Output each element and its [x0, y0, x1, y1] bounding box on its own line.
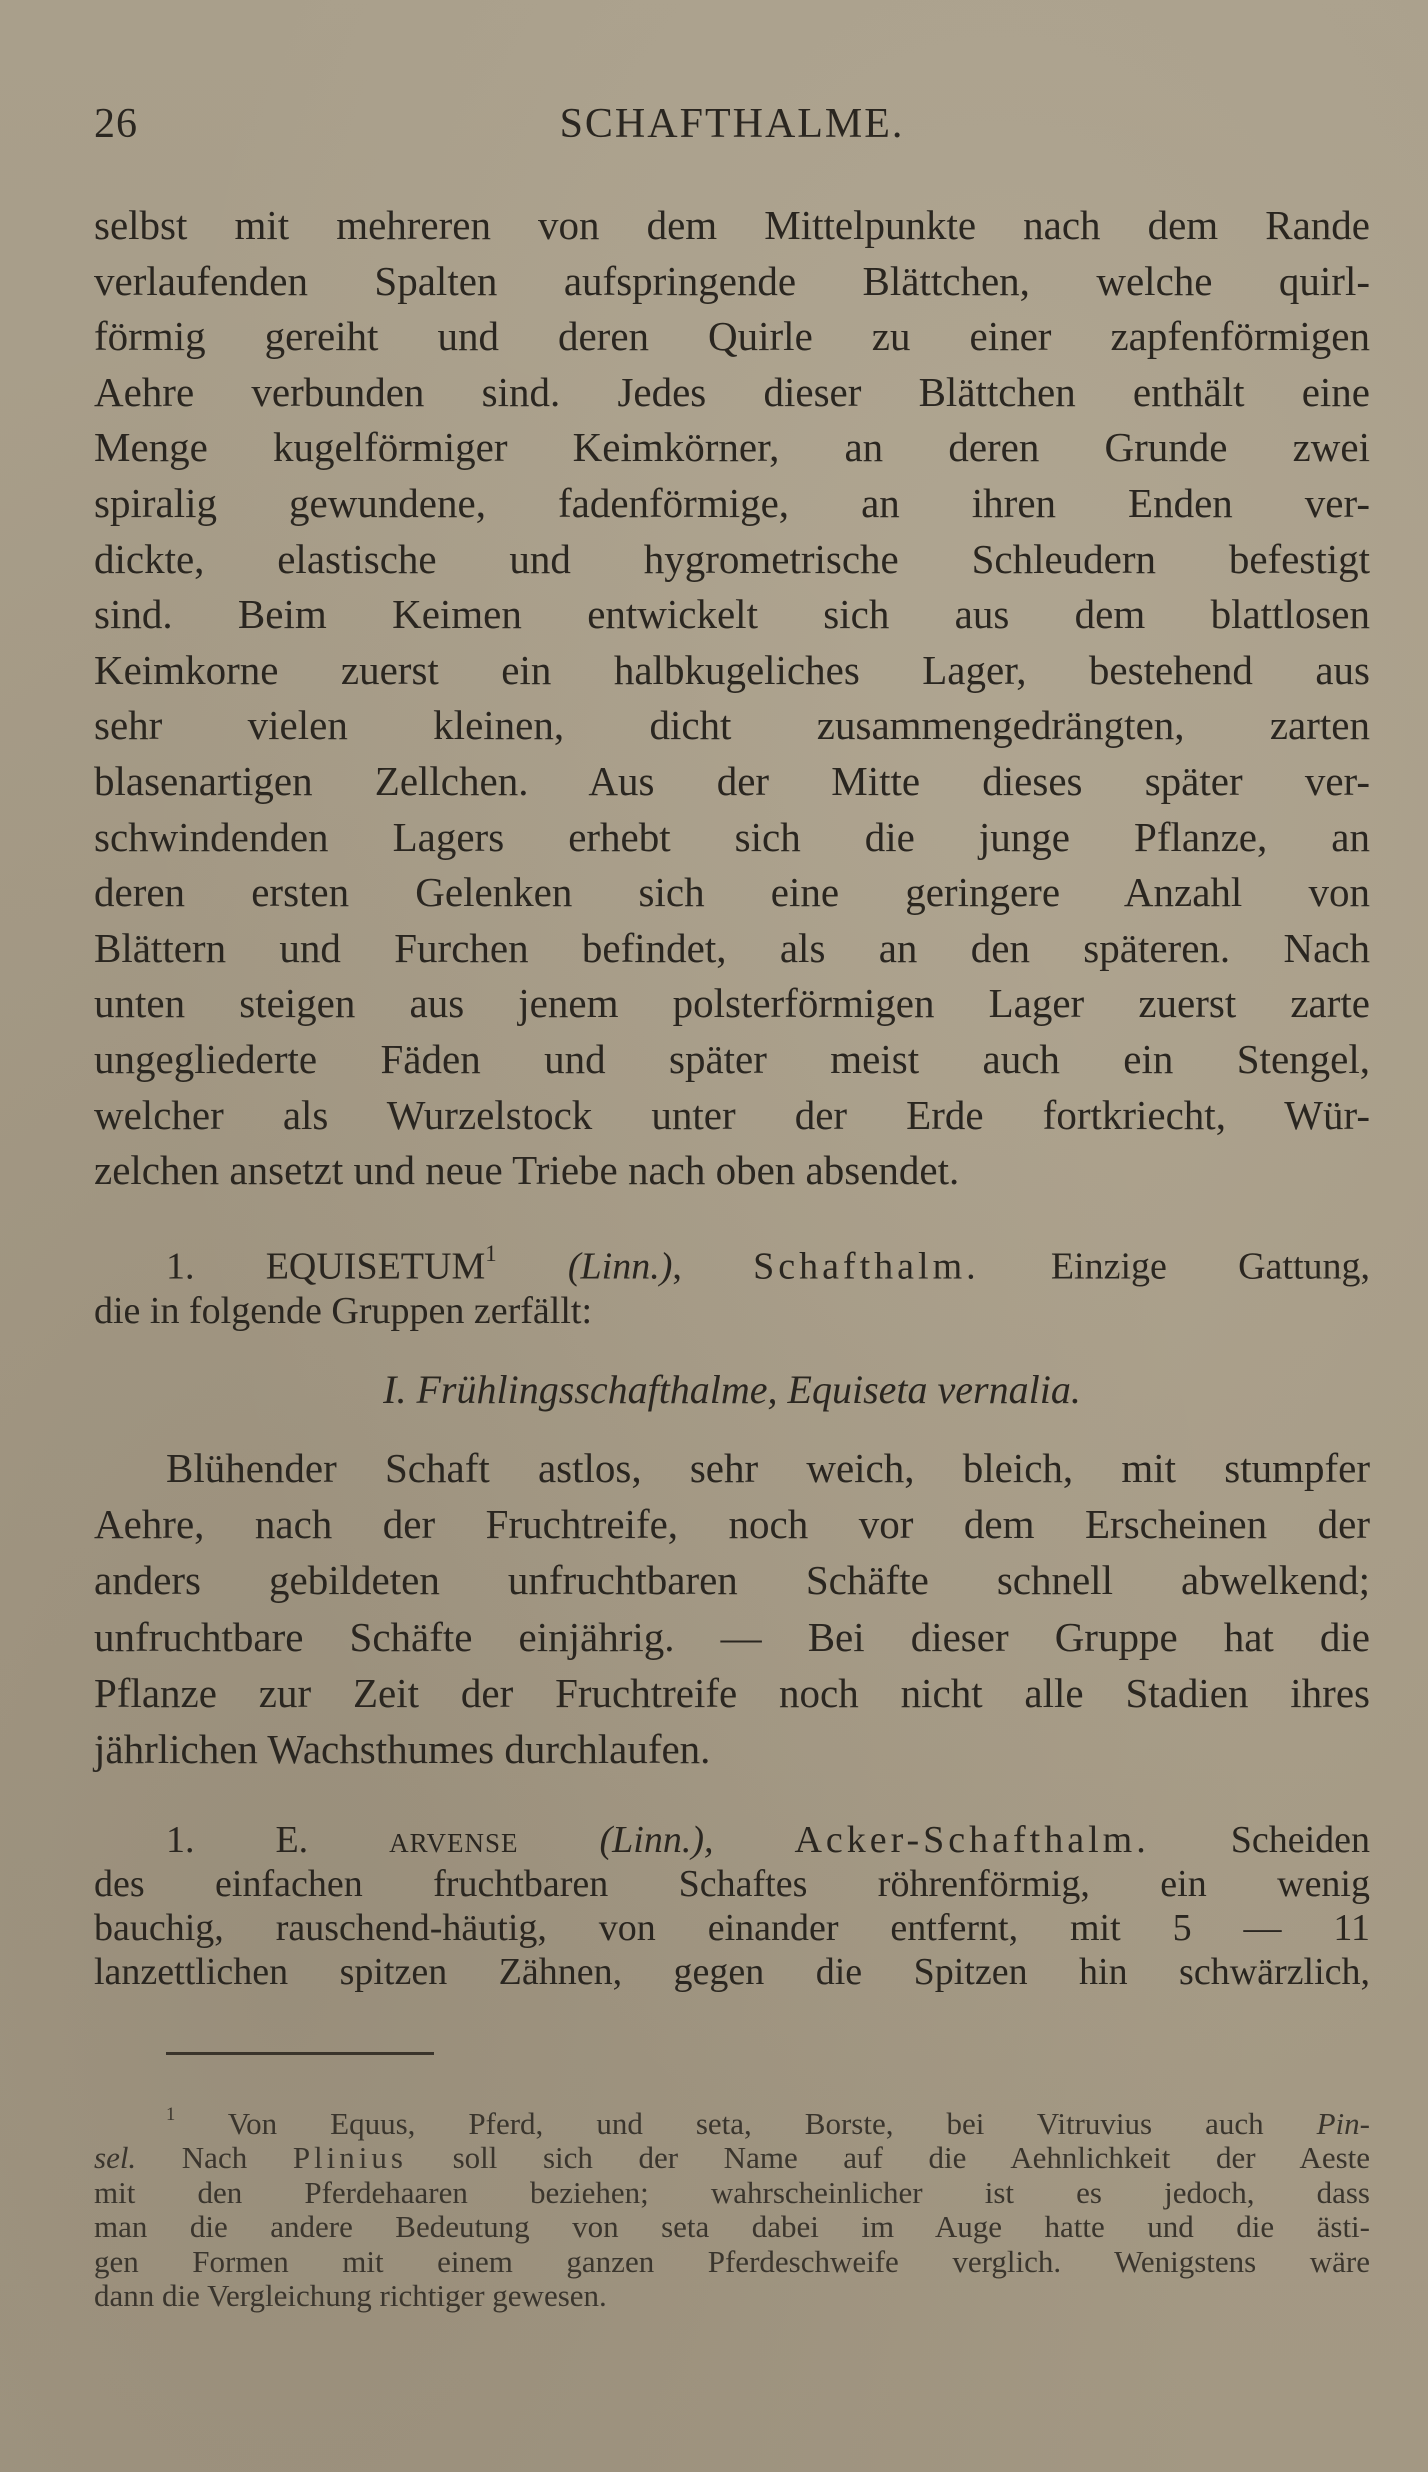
- species-name: arvense: [389, 1819, 519, 1861]
- text-line: Aehre, nach der Fruchtreife, noch vor dem Erscheinen der: [94, 1501, 1370, 1548]
- species-description-start: Scheiden: [1230, 1819, 1370, 1861]
- footnote-line: dann die Vergleichung richtiger gewesen.: [94, 2278, 607, 2314]
- text-line: ungegliederte Fäden und später meist auch ein Stengel,: [94, 1035, 1370, 1082]
- footnote-italic: Pin-: [1316, 2105, 1370, 2141]
- page-header: [94, 100, 1370, 160]
- genus-authority: (Linn.): [567, 1245, 673, 1288]
- text-line: bauchig, rauschend-häutig, von einander entfernt, mit 5 — 11: [94, 1907, 1370, 1949]
- text-line: des einfachen fruchtbaren Schaftes röhrenförmig, ein wenig: [94, 1863, 1370, 1905]
- text-line: Menge kugelförmiger Keimkörner, an deren Grunde zwei: [94, 424, 1370, 471]
- text-line: Pflanze zur Zeit der Fruchtreife noch nicht alle Stadien ihres: [94, 1669, 1370, 1716]
- text-line: zelchen ansetzt und neue Triebe nach oben absendet.: [94, 1147, 960, 1194]
- footnote-line: mit den Pferdehaaren beziehen; wahrscheinlicher ist es jedoch, dass: [94, 2174, 1370, 2210]
- genus-number: 1.: [166, 1245, 195, 1288]
- text-line: lanzettlichen spitzen Zähnen, gegen die Spitzen hin schwärzlich,: [94, 1951, 1370, 1993]
- text-line: spiralig gewundene, fadenförmige, an ihren Enden ver-: [94, 479, 1370, 526]
- text-line: Blättern und Furchen befindet, als an den späteren. Nach: [94, 924, 1370, 971]
- text-line: selbst mit mehreren von dem Mittelpunkte nach dem Rande: [94, 202, 1370, 248]
- genus-common-name: Schafthalm.: [753, 1245, 980, 1288]
- footnote-text: soll sich der Name auf die Aehnlichkeit der Aeste: [452, 2140, 1371, 2176]
- footnote-italic: sel.: [94, 2140, 137, 2176]
- footnote-line: [94, 2098, 1370, 2141]
- footnote-marker: 1: [166, 2104, 176, 2125]
- text-line: deren ersten Gelenken sich eine geringere Anzahl von: [94, 869, 1370, 916]
- text-line: schwindenden Lagers erhebt sich die junge Pflanze, an: [94, 813, 1370, 860]
- page-number: 26: [94, 101, 138, 147]
- text-line: jährlichen Wachsthumes durchlaufen.: [94, 1726, 711, 1773]
- footnote: [94, 2098, 1370, 2314]
- text-line: blasenartigen Zellchen. Aus der Mitte dieses später ver-: [94, 757, 1370, 804]
- group-heading: I. Frühlingsschafthalme, Equiseta vernalia.: [383, 1367, 1081, 1412]
- text-line: sind. Beim Keimen entwickelt sich aus dem blattlosen: [94, 591, 1370, 638]
- genus-name: EQUISETUM: [265, 1245, 486, 1288]
- text-line: Blühender Schaft astlos, sehr weich, bleich, mit stumpfer: [166, 1445, 1370, 1491]
- species-line: [94, 1818, 1370, 1862]
- species-common-name: Acker-Schafthalm.: [794, 1819, 1150, 1861]
- species-authority: (Linn.),: [599, 1819, 714, 1861]
- genus-line-2: die in folgende Gruppen zerfällt:: [94, 1289, 593, 1332]
- species-entry: [94, 1818, 1370, 1994]
- text-line: verlaufenden Spalten aufspringende Blättchen, welche quirl-: [94, 257, 1370, 304]
- genus-description-start: Einzige Gattung,: [1050, 1245, 1371, 1288]
- text-line: welcher als Wurzelstock unter der Erde fortkriecht, Wür-: [94, 1091, 1370, 1138]
- genus-entry: [94, 1232, 1370, 1333]
- footnote-line: gen Formen mit einem ganzen Pferdeschweife verglich. Wenigstens wäre: [94, 2243, 1370, 2279]
- genus-line: 1. EQUISETUM$^1$ (Linn.), Schafthalm. Einzige Gattung,: [166, 1241, 1371, 1288]
- text-line: unfruchtbare Schäfte einjährig. — Bei dieser Gruppe hat die: [94, 1613, 1370, 1660]
- text-line: Keimkorne zuerst ein halbkugeliches Lager, bestehend aus: [94, 646, 1370, 693]
- species-number: 1. E.: [166, 1819, 309, 1861]
- text-line: anders gebildeten unfruchtbaren Schäfte schnell abwelkend;: [94, 1557, 1370, 1604]
- text-line: dickte, elastische und hygrometrische Schleudern befestigt: [94, 535, 1370, 582]
- footnote-marker: 1: [485, 1241, 497, 1266]
- footnote-text: Von Equus, Pferd, und seta, Borste, bei Vitruvius auch: [227, 2105, 1264, 2141]
- text-line: sehr vielen kleinen, dicht zusammengedrängten, zarten: [94, 702, 1370, 749]
- footnote-line: [94, 2141, 1370, 2176]
- group-description: [94, 1440, 1370, 1777]
- text-line: unten steigen aus jenem polsterförmigen Lager zuerst zarte: [94, 980, 1370, 1027]
- text-line: Aehre verbunden sind. Jedes dieser Blättchen enthält eine: [94, 368, 1370, 415]
- body-paragraph: [94, 198, 1370, 1199]
- footnote-divider: [166, 2052, 434, 2055]
- footnote-author-name: Plinius: [292, 2140, 407, 2176]
- footnote-text: Nach: [181, 2140, 248, 2176]
- text-line: förmig gereiht und deren Quirle zu einer zapfenförmigen: [94, 313, 1370, 360]
- footnote-line: man die andere Bedeutung von seta dabei im Auge hatte und die ästi-: [94, 2209, 1370, 2245]
- running-title: SCHAFTHALME.: [559, 101, 905, 147]
